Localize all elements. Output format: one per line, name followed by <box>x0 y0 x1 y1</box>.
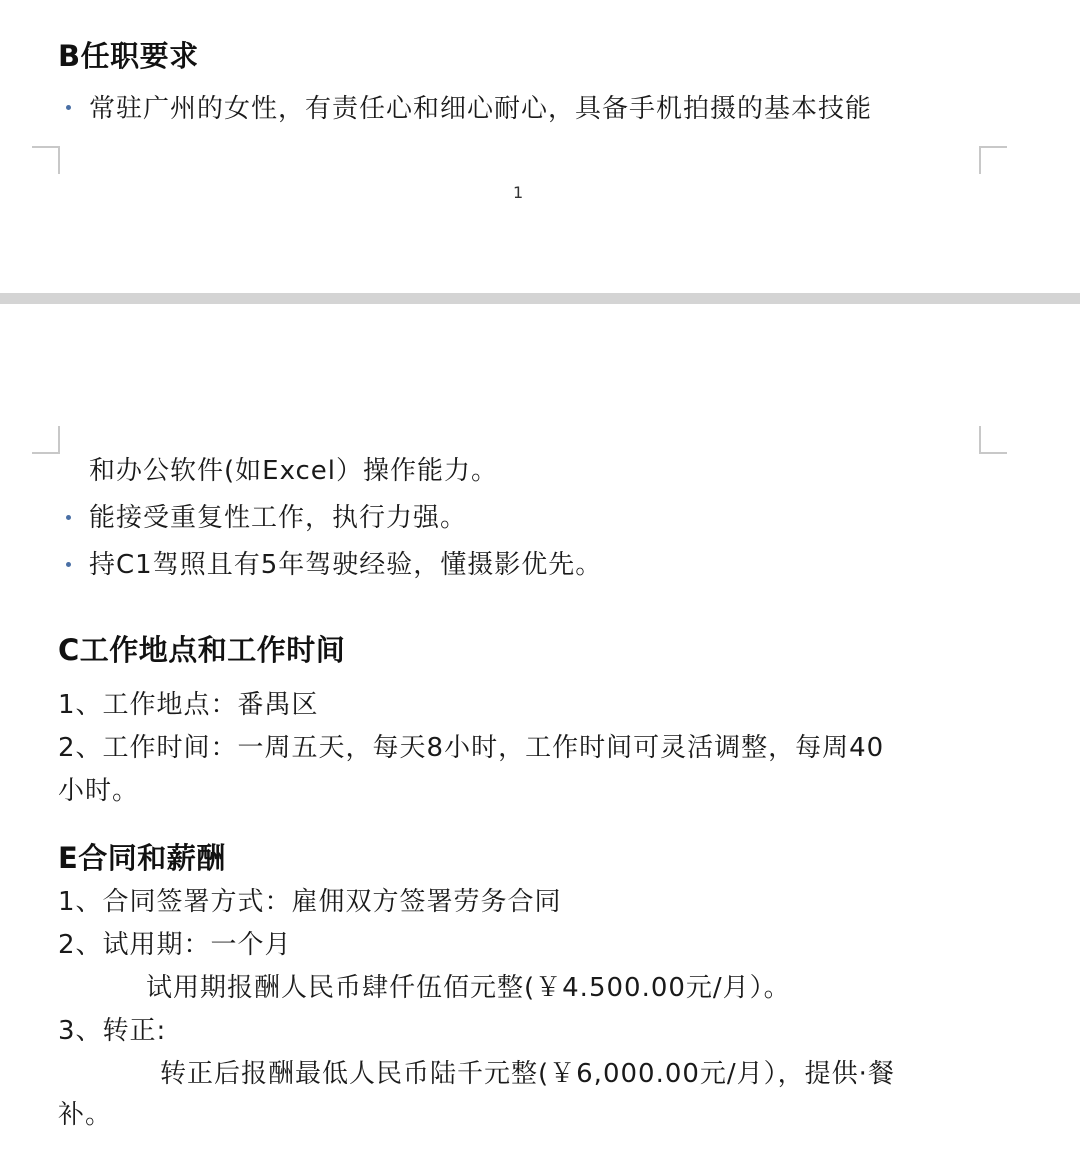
regularization-line: 3、转正: <box>58 1016 167 1046</box>
regular-pay-line-1: 转正后报酬最低人民币陆千元整(￥6,000.00元/月），提供·餐 <box>160 1059 895 1089</box>
page-corner-mark <box>32 146 60 174</box>
requirement-3: 持C1驾照且有5年驾驶经验，懂摄影优先。 <box>89 550 603 580</box>
heading-requirements: B任职要求 <box>58 39 199 73</box>
bullet-icon <box>66 562 71 567</box>
regular-pay-line-2: 补。 <box>58 1100 113 1130</box>
hours-line-2: 小时。 <box>58 776 140 806</box>
page-corner-mark <box>979 146 1007 174</box>
heading-location-hours: C工作地点和工作时间 <box>58 633 346 667</box>
requirement-2: 能接受重复性工作，执行力强。 <box>89 503 468 533</box>
location-line: 1、工作地点：番禺区 <box>58 690 319 720</box>
heading-contract-salary: E合同和薪酬 <box>58 841 226 875</box>
page-separator <box>0 293 1080 304</box>
probation-pay-line: 试用期报酬人民币肆仟伍佰元整(￥4.500.00元/月）。 <box>146 973 791 1003</box>
probation-line: 2、试用期：一个月 <box>58 930 292 960</box>
page-corner-mark <box>979 426 1007 454</box>
page-number: 1 <box>513 183 524 202</box>
bullet-icon <box>66 515 71 520</box>
contract-line: 1、合同签署方式：雇佣双方签署劳务合同 <box>58 887 562 917</box>
requirement-1-line-1: 常驻广州的女性，有责任心和细心耐心，具备手机拍摄的基本技能 <box>89 94 873 124</box>
page-corner-mark <box>32 426 60 454</box>
requirement-1-line-2: 和办公软件(如Excel）操作能力。 <box>89 456 499 486</box>
bullet-icon <box>66 105 71 110</box>
hours-line-1: 2、工作时间：一周五天，每天8小时，工作时间可灵活调整，每周40 <box>58 733 885 763</box>
